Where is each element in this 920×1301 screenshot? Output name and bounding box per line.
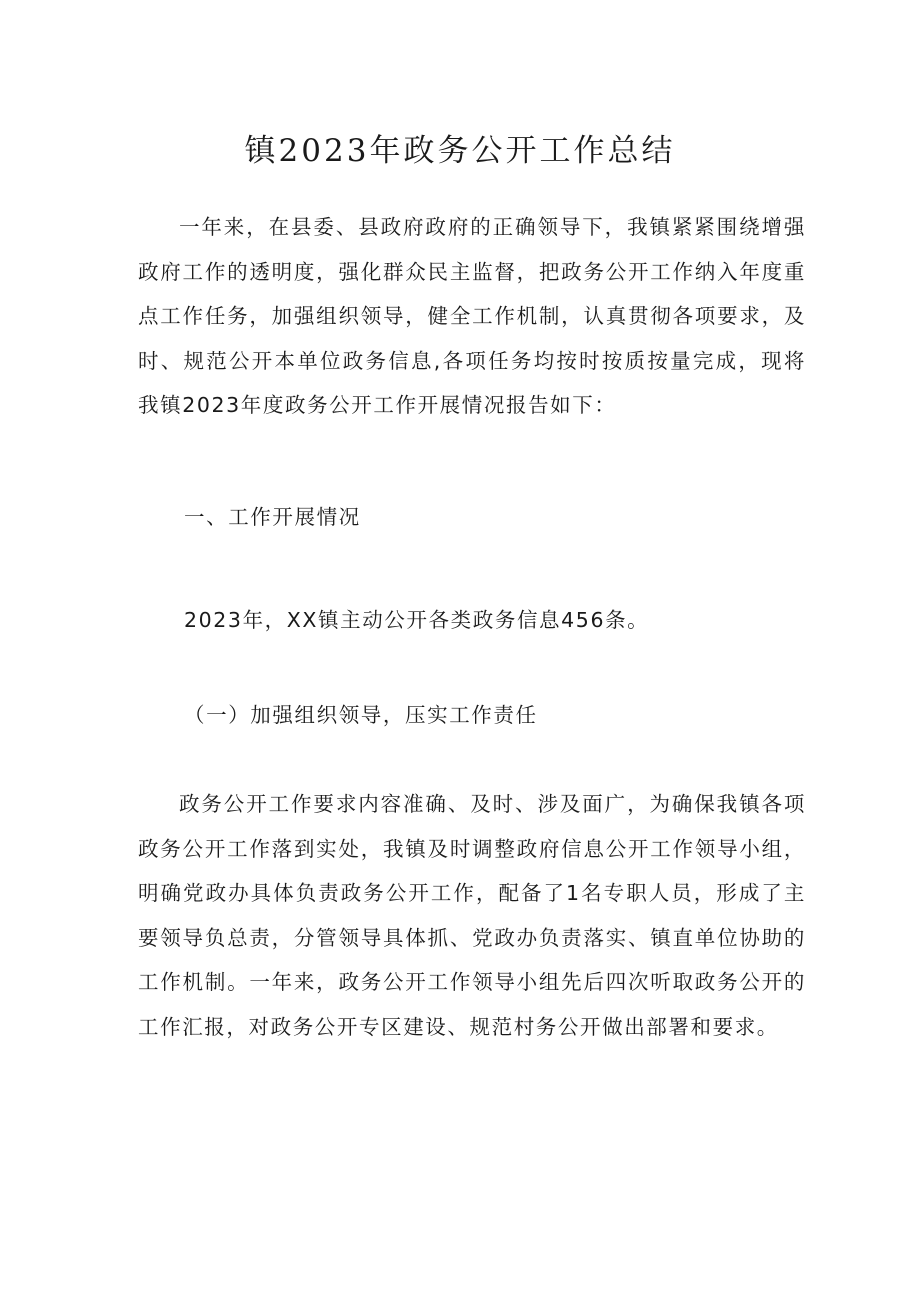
section-heading: 一、工作开展情况: [184, 505, 361, 529]
subsection-heading: （一）加强组织领导，压实工作责任: [184, 703, 538, 727]
stat-paragraph: 2023年，XX镇主动公开各类政务信息456条。: [184, 608, 650, 632]
intro-paragraph: 一年来，在县委、县政府政府的正确领导下，我镇紧紧围绕增强政府工作的透明度，强化群众民主监督，把政务公开工作纳入年度重点工作任务，加强组织领导，健全工作机制，认真贯彻各项要求，及时、规范公开本单位政务信息,各项任务均按时按质按量完成，现将我镇2023年度政务公开工作开展情况报告如下：: [138, 215, 806, 417]
page-title: 镇2023年政务公开工作总结: [244, 133, 676, 169]
body-paragraph: 政务公开工作要求内容准确、及时、涉及面广，为确保我镇各项政务公开工作落到实处，我镇及时调整政府信息公开工作领导小组，明确党政办具体负责政务公开工作，配备了1名专职人员，形成了主要领导负总责，分管领导具体抓、党政办负责落实、镇直单位协助的工作机制。一年来，政务公开工作领导小组先后四次听取政务公开的工作汇报，对政务公开专区建设、规范村务公开做出部署和要求。: [138, 792, 806, 1039]
